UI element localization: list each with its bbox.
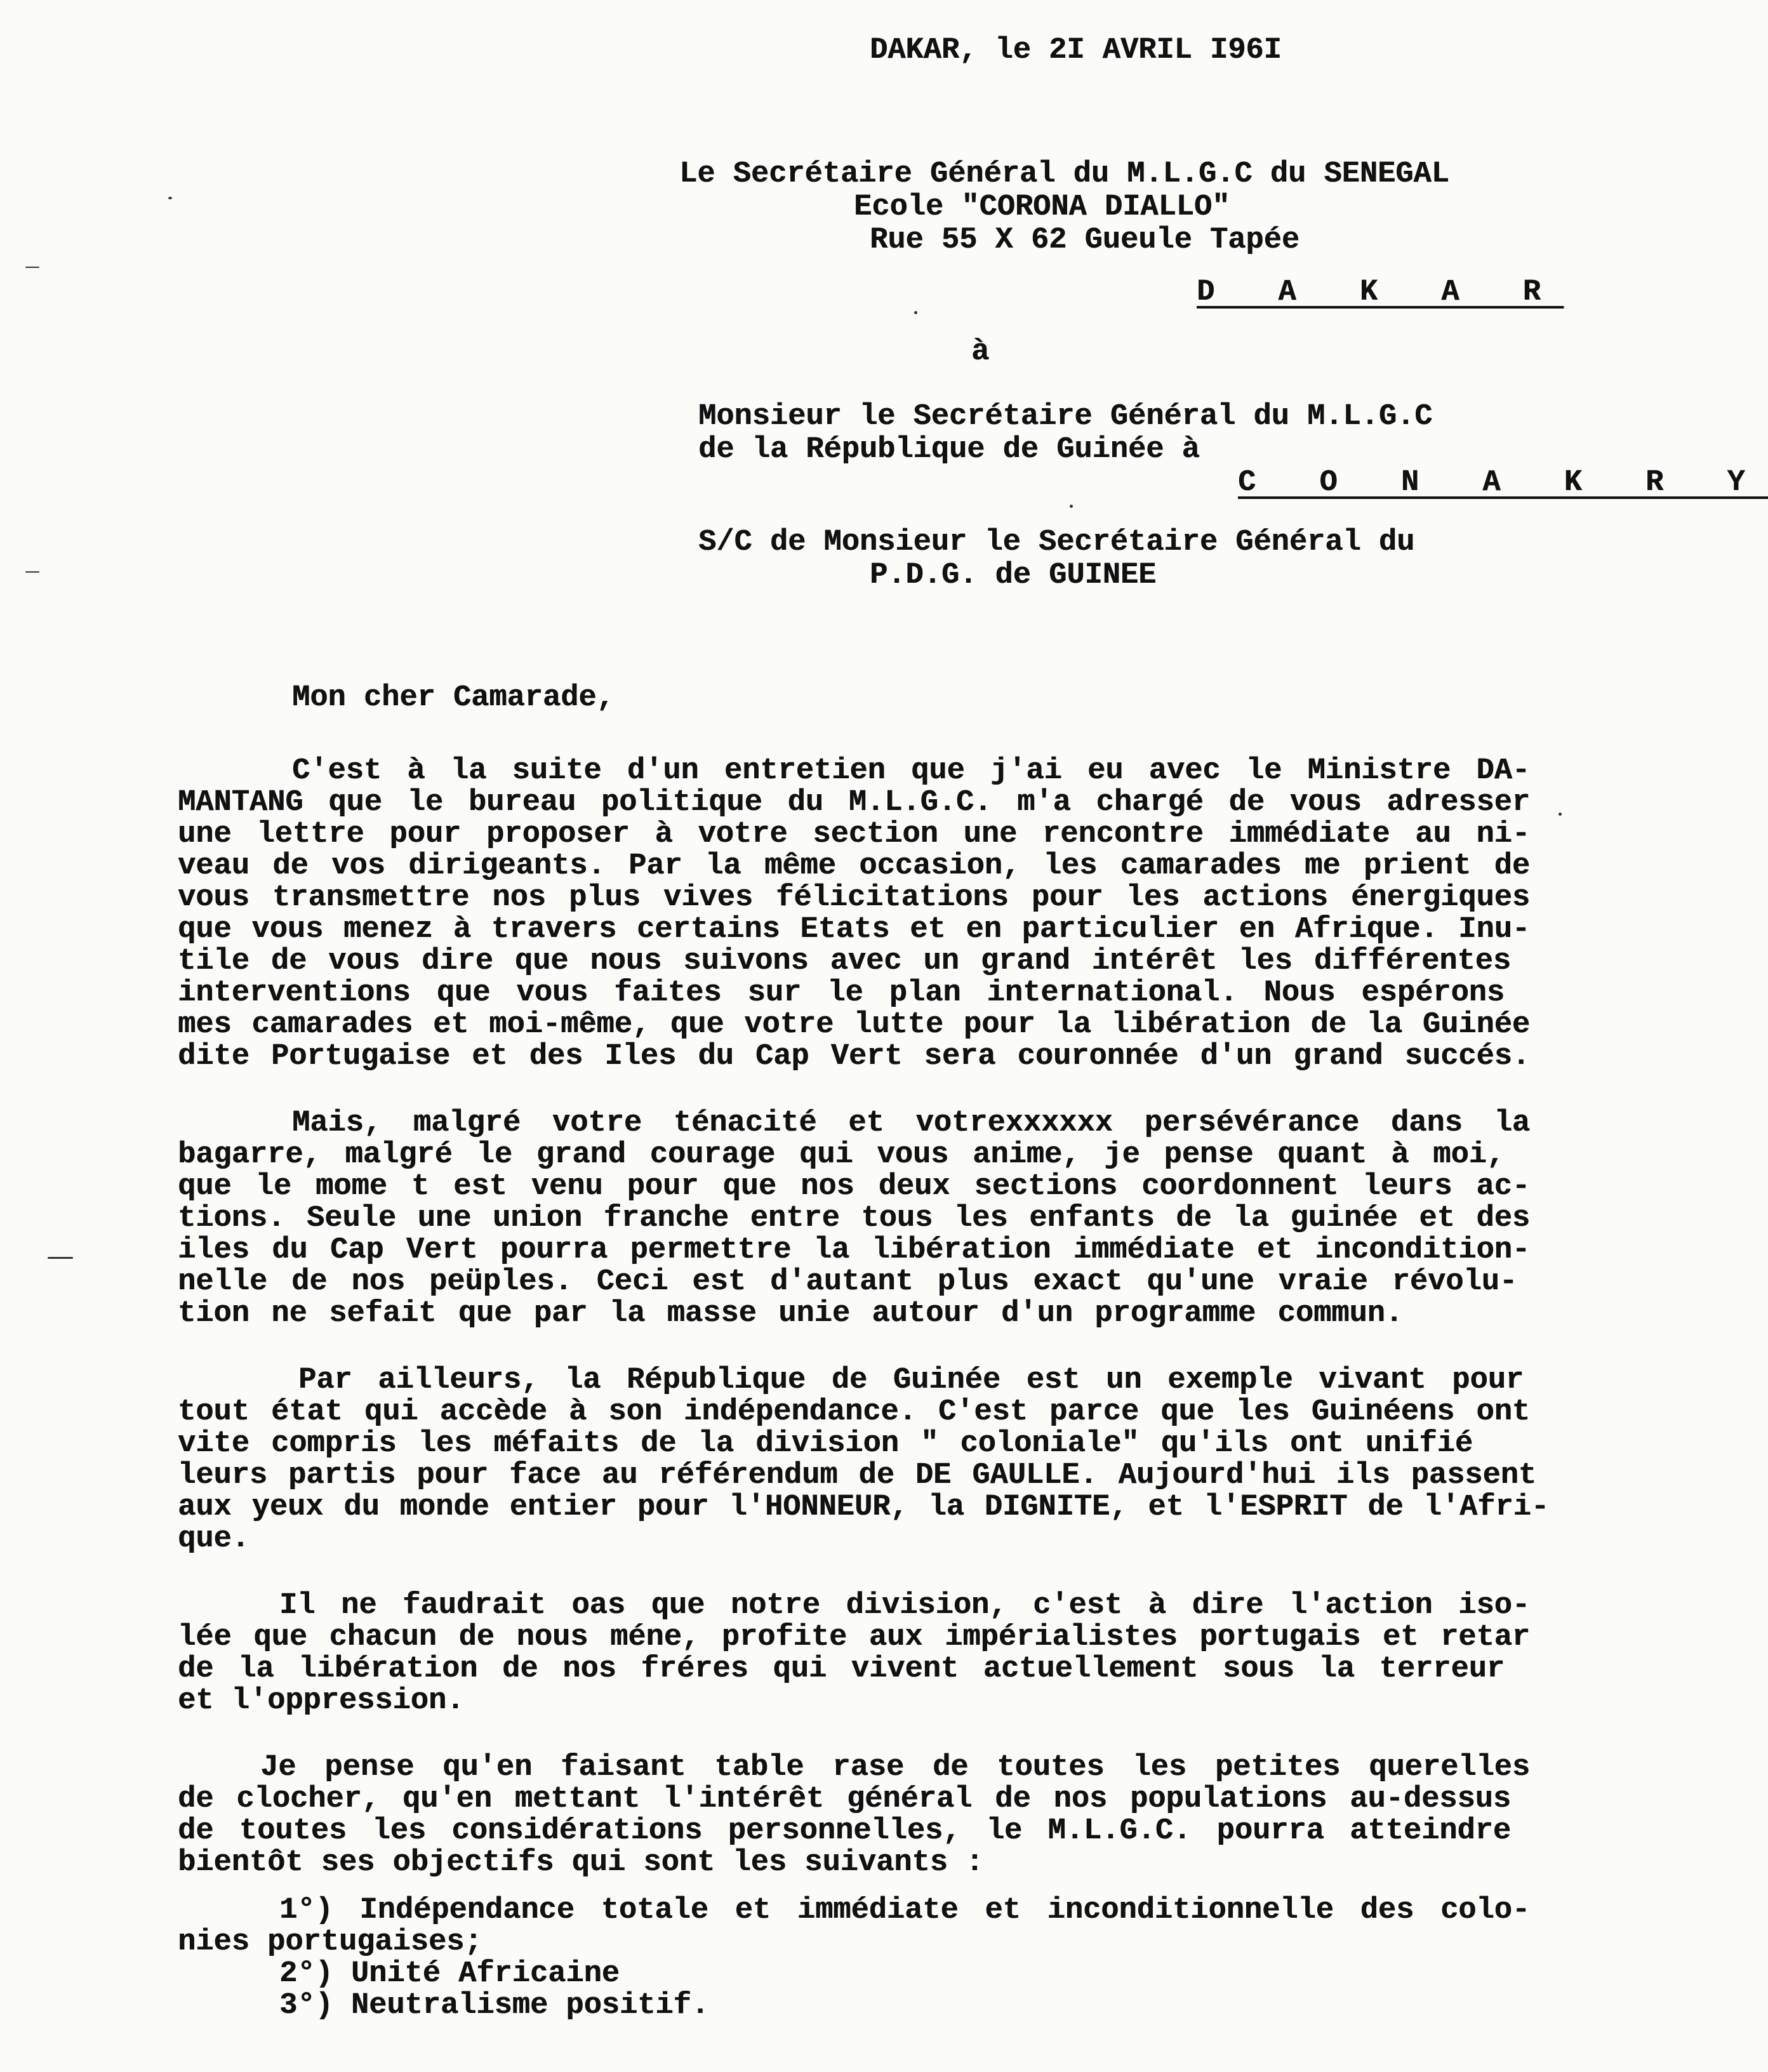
objective-item: 3°) Neutralisme positif. <box>279 1989 709 2022</box>
body-line: que le mome t est venu pour que nos deux sections coordonnent leurs ac- <box>178 1170 1530 1204</box>
body-line: vous transmettre nos plus vives félicitations pour les actions énergiques <box>178 881 1530 915</box>
recipient-line-1: Monsieur le Secrétaire Général du M.L.G.C <box>698 400 1433 434</box>
body-line: nelle de nos peüples. Ceci est d'autant plus exact qu'une vraie révolu- <box>178 1265 1517 1299</box>
body-line: veau de vos dirigeants. Par la même occasion, les camarades me prient de <box>178 849 1530 883</box>
recipient-city: C O N A K R Y <box>1238 466 1768 500</box>
body-line: bagarre, malgré le grand courage qui vous anime, je pense quant à moi, <box>178 1138 1505 1172</box>
body-line: que vous menez à travers certains Etats et en particulier en Afrique. Inu- <box>178 913 1530 946</box>
body-line: bientôt ses objectifs qui sont les suivants : <box>178 1846 984 1880</box>
scan-speck <box>1559 813 1562 816</box>
sender-line-1: Le Secrétaire Général du M.L.G.C du SENEGAL <box>679 157 1449 191</box>
body-line: une lettre pour proposer à votre section une rencontre immédiate au ni- <box>178 818 1530 851</box>
scan-speck <box>914 311 917 314</box>
body-line: tion ne sefait que par la masse unie autour d'un programme commun. <box>178 1297 1403 1331</box>
body-line: tions. Seule une union franche entre tous les enfants de la guinée et des <box>178 1202 1530 1235</box>
salutation: Mon cher Camarade, <box>292 681 615 715</box>
objective-item: 2°) Unité Africaine <box>279 1957 620 1991</box>
body-line: tile de vous dire que nous suivons avec un grand intérêt les différentes <box>178 945 1511 978</box>
body-line: lée que chacun de nous méne, profite aux impérialistes portugais et retar <box>178 1621 1530 1654</box>
body-line: Je pense qu'en faisant table rase de toutes les petites querelles <box>260 1751 1530 1784</box>
body-line: Par ailleurs, la République de Guinée est un exemple vivant pour <box>298 1364 1524 1397</box>
sender-city: D A K A R <box>1197 276 1564 309</box>
sc-line-1: S/C de Monsieur le Secrétaire Général du <box>698 526 1415 559</box>
scan-speck <box>48 1257 73 1259</box>
body-line: dite Portugaise et des Iles du Cap Vert sera couronnée d'un grand succés. <box>178 1040 1530 1073</box>
scan-speck <box>25 571 39 573</box>
objective-item: 1°) Indépendance totale et immédiate et inconditionnelle des colo- <box>279 1894 1530 1927</box>
date-line: DAKAR, le 2I AVRIL I96I <box>870 34 1282 67</box>
body-line: C'est à la suite d'un entretien que j'ai eu avec le Ministre DA- <box>292 754 1530 788</box>
body-line: MANTANG que le bureau politique du M.L.G.C. m'a chargé de vous adresser <box>178 786 1530 820</box>
body-line: Il ne faudrait oas que notre division, c'est à dire l'action iso- <box>279 1589 1530 1623</box>
body-line: de toutes les considérations personnelles, le M.L.G.C. pourra atteindre <box>178 1814 1511 1848</box>
body-line: mes camarades et moi-même, que votre lutte pour la libération de la Guinée <box>178 1008 1530 1042</box>
body-line: que. <box>178 1522 249 1556</box>
body-line: leurs partis pour face au référendum de DE GAULLE. Aujourd'hui ils passent <box>178 1459 1536 1492</box>
scan-speck <box>1070 505 1073 508</box>
body-line: iles du Cap Vert pourra permettre la libération immédiate et incondition- <box>178 1233 1530 1267</box>
sender-line-2: Ecole "CORONA DIALLO" <box>854 190 1230 224</box>
body-line: aux yeux du monde entier pour l'HONNEUR, la DIGNITE, et l'ESPRIT de l'Afri- <box>178 1491 1549 1524</box>
sc-line-2: P.D.G. de GUINEE <box>870 559 1157 592</box>
scan-speck <box>168 197 172 199</box>
body-line: Mais, malgré votre ténacité et votrexxxxxx persévérance dans la <box>292 1106 1530 1140</box>
recipient-line-2: de la République de Guinée à <box>698 433 1200 467</box>
body-line: vite compris les méfaits de la division " coloniale" qu'ils ont unifié <box>178 1427 1473 1461</box>
body-line: interventions que vous faites sur le plan international. Nous espérons <box>178 976 1505 1010</box>
objective-item: nies portugaises; <box>178 1925 482 1959</box>
sender-line-3: Rue 55 X 62 Gueule Tapée <box>870 223 1299 257</box>
body-line: tout état qui accède à son indépendance. C'est parce que les Guinéens ont <box>178 1395 1530 1429</box>
body-line: et l'oppression. <box>178 1684 465 1718</box>
scan-speck <box>25 267 39 268</box>
body-line: de clocher, qu'en mettant l'intérêt général de nos populations au-dessus <box>178 1783 1511 1816</box>
body-line: de la libération de nos fréres qui vivent actuellement sous la terreur <box>178 1652 1505 1686</box>
to-word: à <box>971 335 990 369</box>
